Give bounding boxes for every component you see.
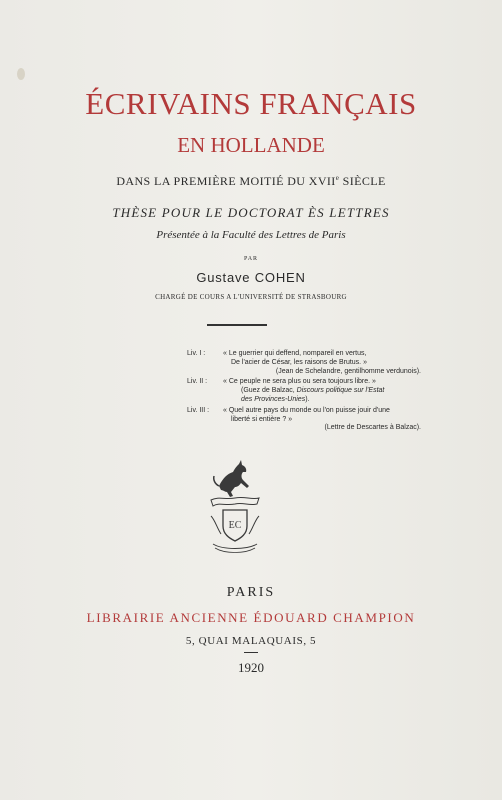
epigraph-line: « Ce peuple ne sera plus ou sera toujours libre. »: [223, 378, 376, 386]
epigraph-source: (Jean de Schelandre, gentilhomme verdunois).: [275, 367, 421, 375]
book-title: ÉCRIVAINS FRANÇAIS: [85, 86, 417, 121]
imprint-city: PARIS: [226, 585, 276, 600]
epigraph-source: (Lettre de Descartes à Balzac).: [324, 424, 421, 432]
subtitle-superscript: e: [335, 174, 340, 182]
epigraph: [187, 350, 427, 376]
epigraph-line: « Quel autre pays du monde ou l'on puisse jouir d'une: [223, 406, 390, 414]
epigraph: [187, 378, 427, 404]
epigraph-source: (Guez de Balzac, Discours politique sur l'Estat: [241, 387, 385, 395]
short-rule: [244, 652, 258, 653]
publisher-name: LIBRAIRIE ANCIENNE ÉDOUARD CHAMPION: [86, 610, 416, 625]
emblem-monogram: EC: [228, 520, 242, 531]
publication-year: 1920: [238, 660, 264, 675]
subtitle-main: DANS LA PREMIÈRE MOITIÉ DU XVII: [116, 174, 336, 188]
epigraph-label: Liv. III :: [187, 406, 210, 414]
publisher-address: 5, QUAI MALAQUAIS, 5: [185, 635, 317, 647]
book-title-line2: EN HOLLANDE: [177, 133, 325, 157]
epigraph-line: De l'acier de César, les raisons de Brutus. »: [231, 358, 367, 366]
epigraphs: [187, 350, 427, 435]
epigraph-source-cont: des Provinces-Unies).: [241, 395, 310, 403]
par-label: PAR: [243, 256, 259, 262]
publisher-emblem-horse-icon: [205, 456, 265, 560]
paper-stain: [17, 68, 25, 80]
book-subtitle: [0, 174, 502, 189]
subtitle-end: SIÈCLE: [339, 174, 386, 188]
epigraph-line: liberté si entière ? »: [231, 415, 293, 423]
epigraph: [187, 407, 427, 433]
divider-rule: [207, 324, 267, 326]
faculty-line: Présentée à la Faculté des Lettres de Paris: [156, 229, 346, 241]
epigraph-label: Liv. I :: [187, 350, 206, 357]
thesis-line: THÈSE POUR LE DOCTORAT ÈS LETTRES: [112, 205, 390, 220]
epigraph-label: Liv. II :: [187, 378, 208, 386]
author-name: Gustave COHEN: [196, 270, 306, 285]
author-position: CHARGÉ DE COURS A L'UNIVERSITÉ DE STRASBOURG: [155, 293, 347, 301]
epigraph-line: « Le guerrier qui deffend, nompareil en vertus,: [223, 350, 367, 357]
